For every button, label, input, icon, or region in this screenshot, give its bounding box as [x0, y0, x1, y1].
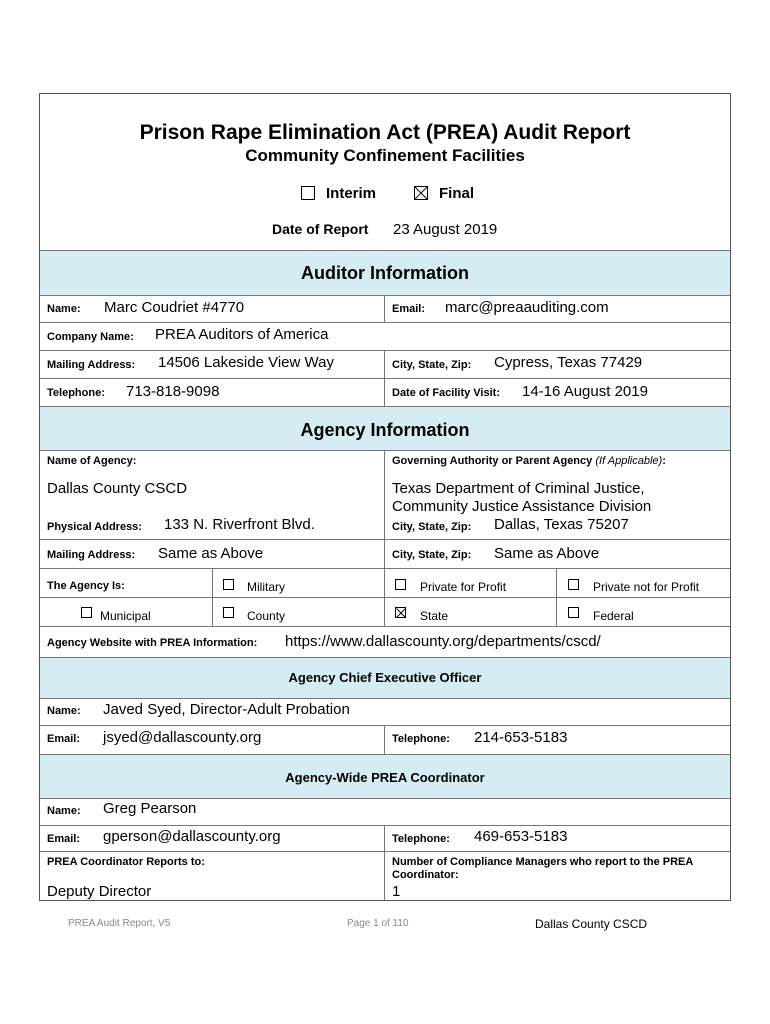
- agency-city-value: Dallas, Texas 75207: [494, 516, 629, 533]
- facility-visit-value: 14-16 August 2019: [522, 383, 648, 400]
- physical-address-label: Physical Address:: [47, 521, 142, 533]
- date-of-report-value: 23 August 2019: [393, 221, 498, 238]
- coordinator-email-value: gperson@dallascounty.org: [103, 828, 281, 845]
- auditor-mailing-label: Mailing Address:: [47, 359, 136, 371]
- auditor-phone-label: Telephone:: [47, 387, 105, 399]
- auditor-name-label: Name:: [47, 303, 81, 315]
- footer-left: PREA Audit Report, V5: [68, 918, 171, 929]
- final-checkbox[interactable]: [414, 186, 428, 200]
- county-checkbox[interactable]: [223, 607, 234, 618]
- state-label: State: [420, 609, 449, 623]
- military-checkbox[interactable]: [223, 579, 234, 590]
- federal-label: Federal: [593, 609, 634, 623]
- agency-mailing-city-label: City, State, Zip:: [392, 549, 472, 561]
- auditor-phone-value: 713-818-9098: [126, 383, 220, 400]
- auditor-mailing-value: 14506 Lakeside View Way: [158, 354, 334, 371]
- agency-is-label: The Agency Is:: [47, 580, 125, 592]
- governing-authority-line2: Community Justice Assistance Division: [392, 498, 652, 515]
- auditor-email-label: Email:: [392, 303, 426, 315]
- private-not-for-profit-checkbox[interactable]: [568, 579, 579, 590]
- reports-to-value: Deputy Director: [47, 883, 152, 900]
- ceo-email-label: Email:: [47, 733, 81, 745]
- ceo-phone-value: 214-653-5183: [474, 729, 568, 746]
- auditor-email-value: marc@preaauditing.com: [445, 299, 609, 316]
- agency-mailing-label: Mailing Address:: [47, 549, 136, 561]
- compliance-managers-label-line1: Number of Compliance Managers who report to the PREA: [392, 856, 694, 868]
- agency-mailing-city-value: Same as Above: [494, 545, 600, 562]
- compliance-managers-label-line2: Coordinator:: [392, 869, 459, 881]
- interim-checkbox[interactable]: [301, 186, 315, 200]
- municipal-checkbox[interactable]: [81, 607, 92, 618]
- state-checkbox[interactable]: [395, 607, 406, 618]
- auditor-city-label: City, State, Zip:: [392, 359, 472, 371]
- coordinator-name-value: Greg Pearson: [103, 800, 197, 817]
- ceo-section-title: Agency Chief Executive Officer: [288, 670, 482, 685]
- federal-checkbox[interactable]: [568, 607, 579, 618]
- interim-label: Interim: [326, 185, 377, 202]
- coordinator-phone-value: 469-653-5183: [474, 828, 568, 845]
- ceo-email-value: jsyed@dallascounty.org: [103, 729, 262, 746]
- footer-right: Dallas County CSCD: [535, 917, 648, 931]
- coordinator-phone-label: Telephone:: [392, 833, 450, 845]
- agency-section-title: Agency Information: [300, 420, 470, 440]
- coordinator-email-label: Email:: [47, 833, 81, 845]
- ceo-name-label: Name:: [47, 705, 81, 717]
- auditor-section-title: Auditor Information: [301, 263, 469, 283]
- ceo-name-value: Javed Syed, Director-Adult Probation: [103, 701, 350, 718]
- governing-authority-label: Governing Authority or Parent Agency (If Applicable):: [392, 455, 666, 467]
- facility-visit-label: Date of Facility Visit:: [392, 387, 500, 399]
- auditor-city-value: Cypress, Texas 77429: [494, 354, 643, 371]
- municipal-label: Municipal: [100, 609, 151, 623]
- auditor-name-value: Marc Coudriet #4770: [104, 299, 245, 316]
- footer-page-number: Page 1 of 110: [347, 918, 409, 929]
- date-of-report-label: Date of Report: [272, 221, 369, 237]
- company-name-label: Company Name:: [47, 331, 134, 343]
- agency-name-label: Name of Agency:: [47, 455, 137, 467]
- physical-address-value: 133 N. Riverfront Blvd.: [164, 516, 315, 533]
- agency-website-label: Agency Website with PREA Information:: [47, 637, 258, 649]
- coordinator-name-label: Name:: [47, 805, 81, 817]
- audit-report-form: [39, 93, 731, 901]
- private-not-for-profit-label: Private not for Profit: [593, 580, 700, 594]
- report-title: Prison Rape Elimination Act (PREA) Audit Report: [139, 121, 631, 144]
- private-for-profit-label: Private for Profit: [420, 580, 507, 594]
- agency-website-value[interactable]: https://www.dallascounty.org/departments/cscd/: [285, 633, 601, 650]
- reports-to-label: PREA Coordinator Reports to:: [47, 856, 205, 868]
- final-label: Final: [439, 185, 475, 202]
- compliance-managers-value: 1: [392, 883, 401, 900]
- agency-mailing-value: Same as Above: [158, 545, 264, 562]
- agency-city-label: City, State, Zip:: [392, 521, 472, 533]
- ceo-phone-label: Telephone:: [392, 733, 450, 745]
- military-label: Military: [247, 580, 285, 594]
- company-name-value: PREA Auditors of America: [155, 326, 329, 343]
- agency-name-value: Dallas County CSCD: [47, 480, 188, 497]
- governing-authority-line1: Texas Department of Criminal Justice,: [392, 480, 645, 497]
- coordinator-section-title: Agency-Wide PREA Coordinator: [285, 770, 485, 785]
- report-subtitle: Community Confinement Facilities: [245, 146, 525, 165]
- private-for-profit-checkbox[interactable]: [395, 579, 406, 590]
- county-label: County: [247, 609, 286, 623]
